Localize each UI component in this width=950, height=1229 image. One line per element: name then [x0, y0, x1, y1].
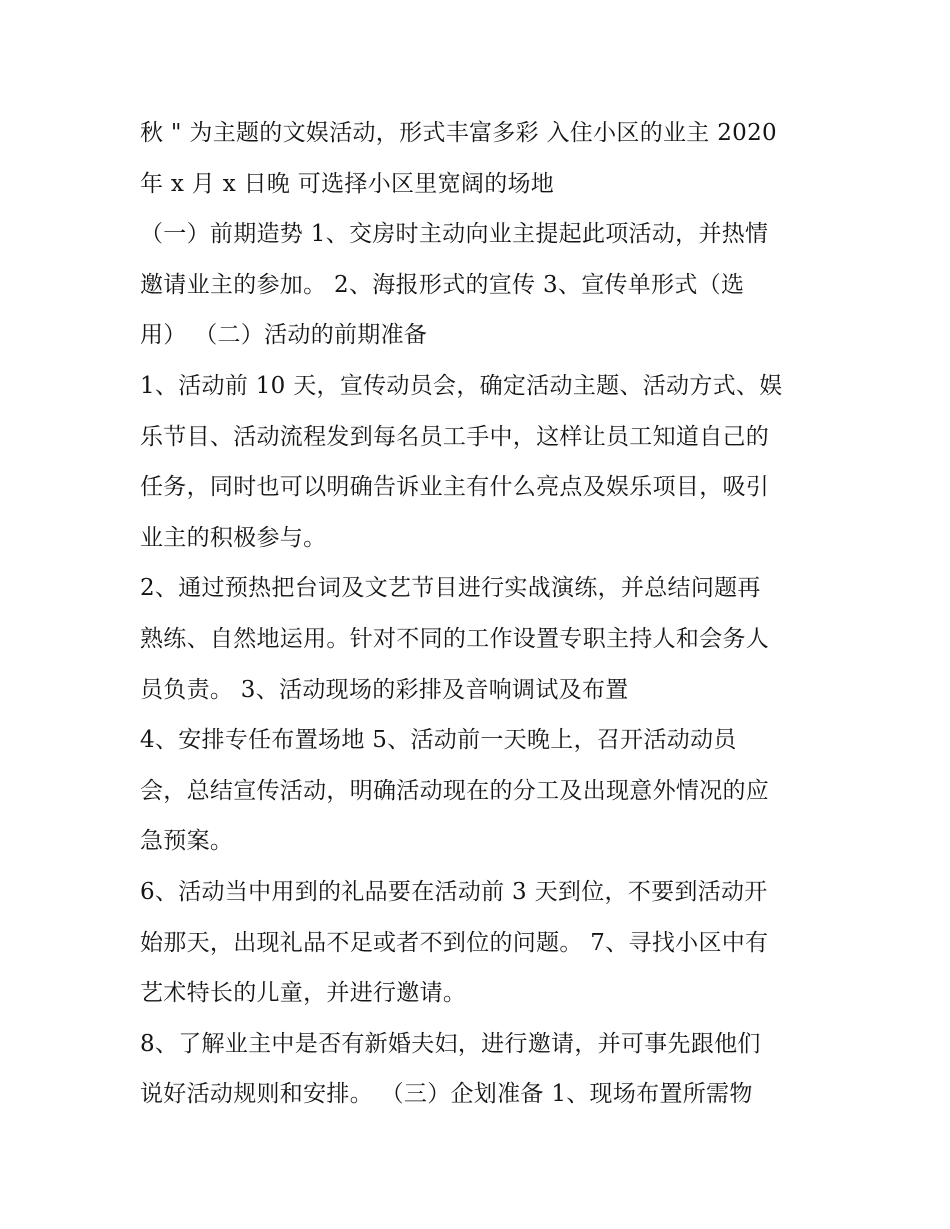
document-body	[140, 108, 820, 1120]
text-line: 始那天，出现礼品不足或者不到位的问题。 7、寻找小区中有	[140, 929, 769, 956]
text-line: 年 x 月 x 日晚 可选择小区里宽阔的场地	[140, 170, 555, 197]
text-line: 2、通过预热把台词及文艺节目进行实战演练，并总结问题再	[140, 575, 761, 602]
text-line: 任务，同时也可以明确告诉业主有什么亮点及娱乐项目，吸引	[140, 474, 770, 501]
text-line: 秋 " 为主题的文娱活动，形式丰富多彩 入住小区的业主 2020	[140, 120, 777, 146]
text-line: 8、了解业主中是否有新婚夫妇，进行邀请，并可事先跟他们	[140, 1030, 761, 1057]
text-line: 艺术特长的儿童，并进行邀请。	[140, 980, 467, 1007]
text-line: 熟练、自然地运用。针对不同的工作设置专职主持人和会务人	[140, 625, 770, 652]
text-line: 邀请业主的参加。 2、海报形式的宣传 3、宣传单形式（选	[140, 271, 745, 298]
text-line: 1、活动前 10 天，宣传动员会，确定活动主题、活动方式、娱	[140, 372, 783, 399]
text-line: 急预案。	[140, 828, 234, 855]
text-line: 乐节目、活动流程发到每名员工手中，这样让员工知道自己的	[140, 423, 770, 450]
text-line: 用） （二）活动的前期准备	[140, 322, 428, 349]
text-line: 6、活动当中用到的礼品要在活动前 3 天到位，不要到活动开	[140, 878, 768, 905]
text-line: 会，总结宣传活动，明确活动现在的分工及出现意外情况的应	[140, 777, 770, 804]
text-line: 业主的积极参与。	[140, 524, 327, 551]
text-line: （一）前期造势 1、交房时主动向业主提起此项活动，并热情	[140, 221, 769, 248]
text-line: 员负责。 3、活动现场的彩排及音响调试及布置	[140, 676, 629, 703]
text-line: 说好活动规则和安排。 （三）企划准备 1、现场布置所需物	[140, 1081, 753, 1108]
text-line: 4、安排专任布置场地 5、活动前一天晚上，召开活动动员	[140, 727, 737, 754]
